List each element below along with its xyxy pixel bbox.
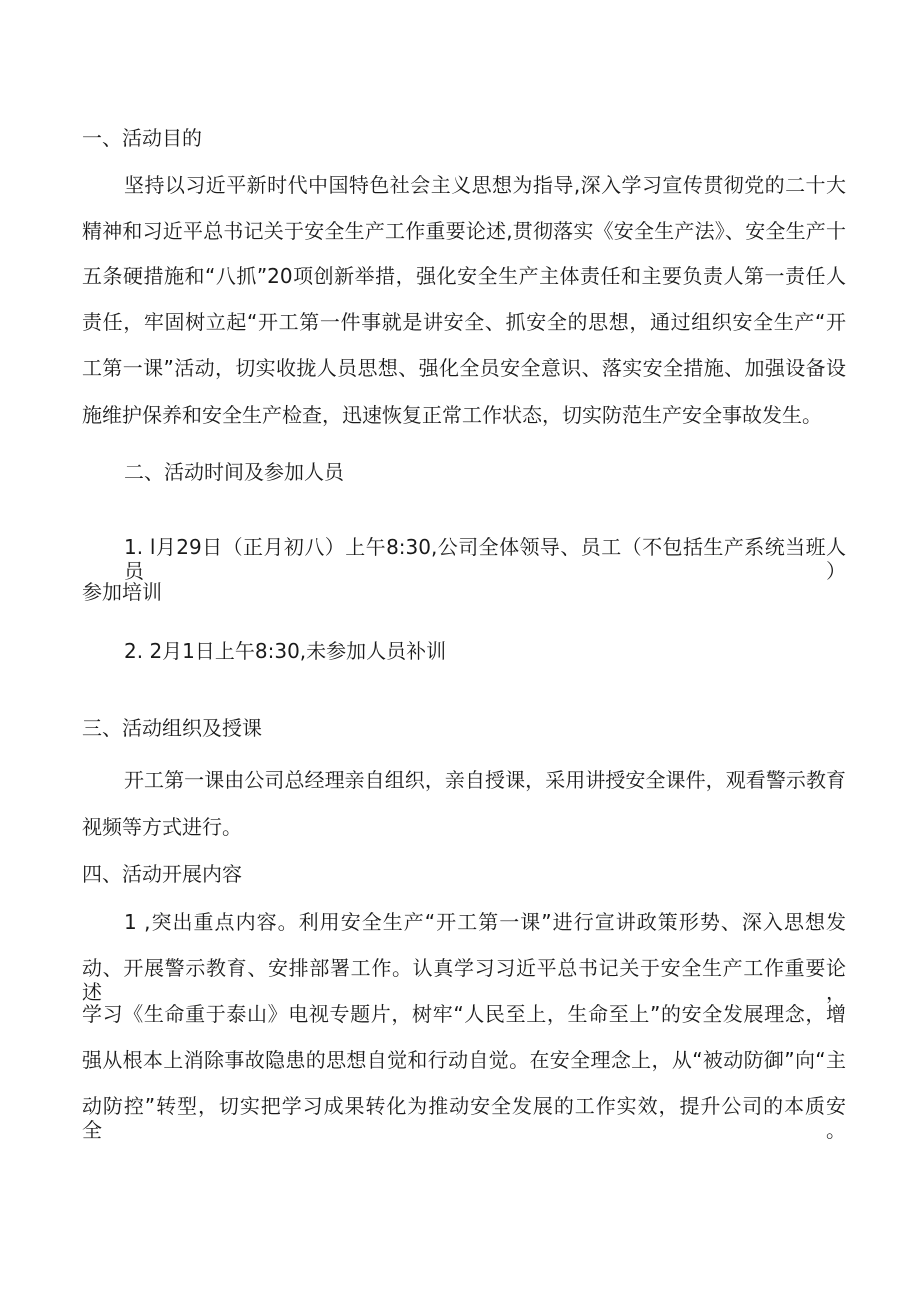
section4-line-4: 强从根本上消除事故隐患的思想自觉和行动自觉。在安全理念上，从“被动防御”向“主 [82, 1048, 846, 1072]
section1-line-6: 施维护保养和安全生产检查，迅速恢复正常工作状态，切实防范生产安全事故发生。 [82, 403, 822, 427]
section1-line-5: 工第一课”活动，切实收拢人员思想、强化全员安全意识、落实安全措施、加强设备设 [82, 356, 846, 380]
section1-heading: 一、活动目的 [82, 126, 202, 150]
section1-line-2: 精神和习近平总书记关于安全生产工作重要论述,贯彻落实《安全生产法》、安全生产十 [82, 219, 846, 243]
section3-line-1: 开工第一课由公司总经理亲自组织，亲自授课，采用讲授安全课件，观看警示教育 [124, 768, 846, 792]
section4-line-3: 学习《生命重于泰山》电视专题片，树牢“人民至上，生命至上”的安全发展理念，增 [82, 1002, 846, 1026]
section3-heading: 三、活动组织及授课 [82, 716, 262, 740]
section4-line-1: 1 ,突出重点内容。利用安全生产“开工第一课”进行宣讲政策形势、深入思想发 [124, 910, 846, 934]
section1-line-4: 责任，牢固树立起“开工第一件事就是讲安全、抓安全的思想，通过组织安全生产“开 [82, 310, 846, 334]
section2-item1-line-1: 1. l月29日（正月初八）上午8:30,公司全体领导、员工（不包括生产系统当班人员） [124, 535, 846, 583]
section4-heading: 四、活动开展内容 [82, 862, 242, 886]
section4-line-5: 动防控”转型，切实把学习成果转化为推动安全发展的工作实效，提升公司的本质安全。 [82, 1094, 846, 1142]
section1-line-1: 坚持以习近平新时代中国特色社会主义思想为指导,深入学习宣传贯彻党的二十大 [124, 173, 846, 197]
section4-line-2: 动、开展警示教育、安排部署工作。认真学习习近平总书记关于安全生产工作重要论述， [82, 956, 846, 1004]
section2-item2: 2. 2月1日上午8:30,未参加人员补训 [124, 639, 447, 663]
section2-item1-line-2: 参加培训 [82, 580, 162, 604]
section1-line-3: 五条硬措施和“八抓”20项创新举措，强化安全生产主体责任和主要负责人第一责任人 [82, 264, 846, 288]
section3-line-2: 视频等方式进行。 [82, 815, 242, 839]
section2-heading: 二、活动时间及参加人员 [124, 460, 344, 484]
